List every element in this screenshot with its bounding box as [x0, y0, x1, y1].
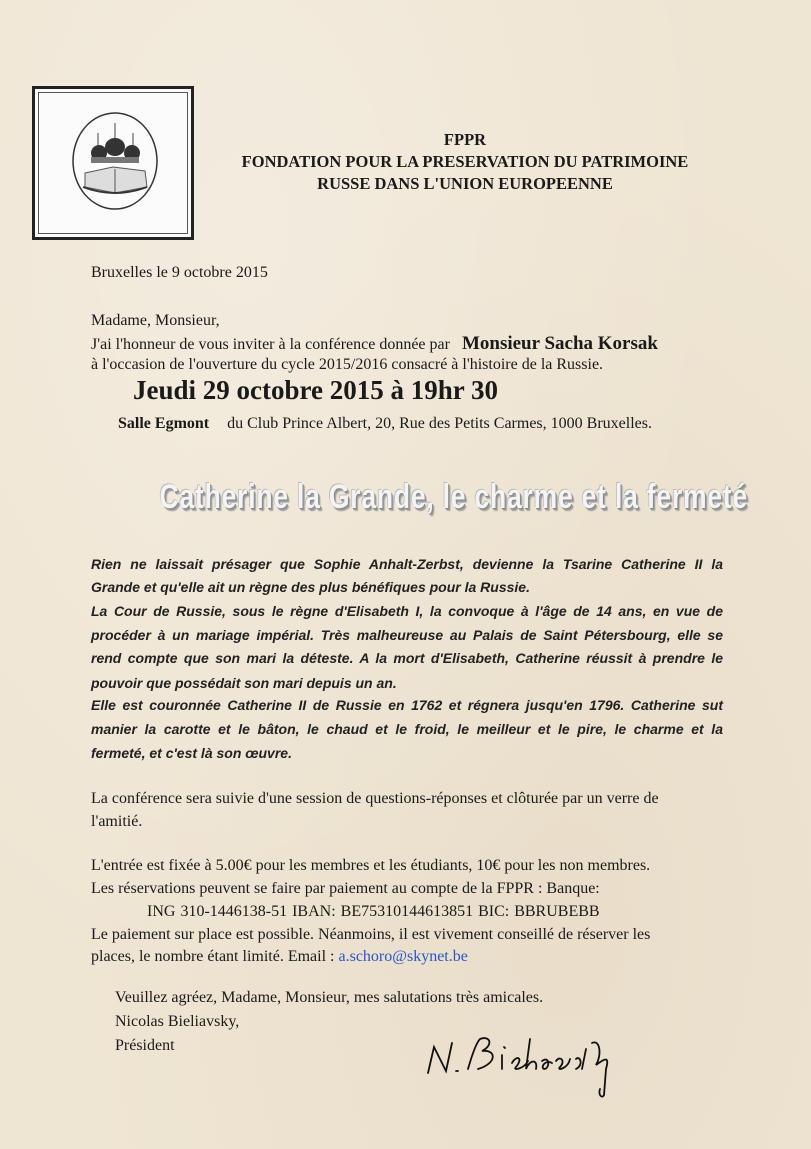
summary-line: Grande et qu'elle ait un règne des plus bénéfiques pour la Russie.: [91, 579, 530, 595]
summary-line: Elle est couronnée Catherine II de Russie en 1762 et régnera jusqu'en 1796. Catherine sut: [91, 697, 723, 713]
signatory-name: Nicolas Bieliavsky,: [115, 1013, 240, 1030]
org-acronym: FPPR: [443, 130, 487, 149]
summary-line: manier la carotte et le bâton, le chaud et le froid, le meilleur et le pire, le charme et la: [91, 721, 723, 737]
summary-line: fermeté, et c'est là son œuvre.: [91, 745, 292, 761]
salutation: Madame, Monsieur,: [91, 312, 220, 329]
summary-line: Rien ne laissait présager que Sophie Anhalt-Zerbst, devienne la Tsarine Catherine II la: [91, 556, 723, 572]
fee-info: L'entrée est fixée à 5.00€ pour les membres et les étudiants, 10€ pour les non membres.: [91, 857, 651, 874]
venue: [118, 415, 652, 433]
intro-text: J'ai l'honneur de vous inviter à la conférence donnée par: [91, 336, 450, 353]
onsite-line1: Le paiement sur place est possible. Néanmoins, il est vivement conseillé de réserver les: [91, 926, 651, 943]
intro-line2: à l'occasion de l'ouverture du cycle 2015/2016 consacré à l'histoire de la Russie.: [91, 356, 604, 373]
event-date: Jeudi 29 octobre 2015 à 19hr 30: [133, 375, 499, 405]
summary-line: pouvoir que possédait son mari depuis un an.: [91, 675, 397, 691]
foundation-logo: [32, 86, 194, 240]
followup-line1: La conférence sera suivie d'une session de questions-réponses et clôturée par un verre de: [91, 790, 659, 807]
followup-line2: l'amitié.: [91, 813, 143, 830]
reservation-info: Les réservations peuvent se faire par paiement au compte de la FPPR : Banque:: [91, 880, 600, 897]
talk-title: Catherine la Grande, le charme et la fermeté: [159, 478, 749, 516]
summary-line: procéder à un mariage impérial. Très malheureuse au Palais de Saint Pétersbourg, elle se: [91, 627, 723, 643]
bank-details: ING 310-1446138-51 IBAN: BE75310144613851 BIC: BBRUBEBB: [147, 903, 600, 920]
intro-line1: [91, 333, 658, 355]
org-name-line2: RUSSE DANS L'UNION EUROPEENNE: [317, 174, 613, 193]
closing: Veuillez agréez, Madame, Monsieur, mes salutations très amicales.: [115, 989, 544, 1006]
place-date: Bruxelles le 9 octobre 2015: [91, 264, 268, 281]
signature: [420, 1025, 650, 1100]
org-name-line1: FONDATION POUR LA PRESERVATION DU PATRIMOINE: [241, 152, 689, 171]
onion-domes-book-logo-icon: [35, 89, 191, 237]
onsite-text: places, le nombre étant limité. Email :: [91, 948, 339, 965]
summary-line: La Cour de Russie, sous le règne d'Elisabeth I, la convoque à l'âge de 14 ans, en vue de: [91, 603, 723, 619]
summary-line: rend compte que son mari la déteste. A la mort d'Elisabeth, Catherine réussit à prendre le: [91, 650, 723, 666]
venue-address: du Club Prince Albert, 20, Rue des Petits Carmes, 1000 Bruxelles.: [227, 415, 652, 432]
signatory-role: Président: [115, 1037, 175, 1054]
onsite-line2: [91, 948, 468, 966]
speaker-name: Monsieur Sacha Korsak: [461, 333, 658, 354]
email-link[interactable]: a.schoro@skynet.be: [338, 948, 468, 965]
venue-hall: Salle Egmont: [118, 415, 210, 432]
